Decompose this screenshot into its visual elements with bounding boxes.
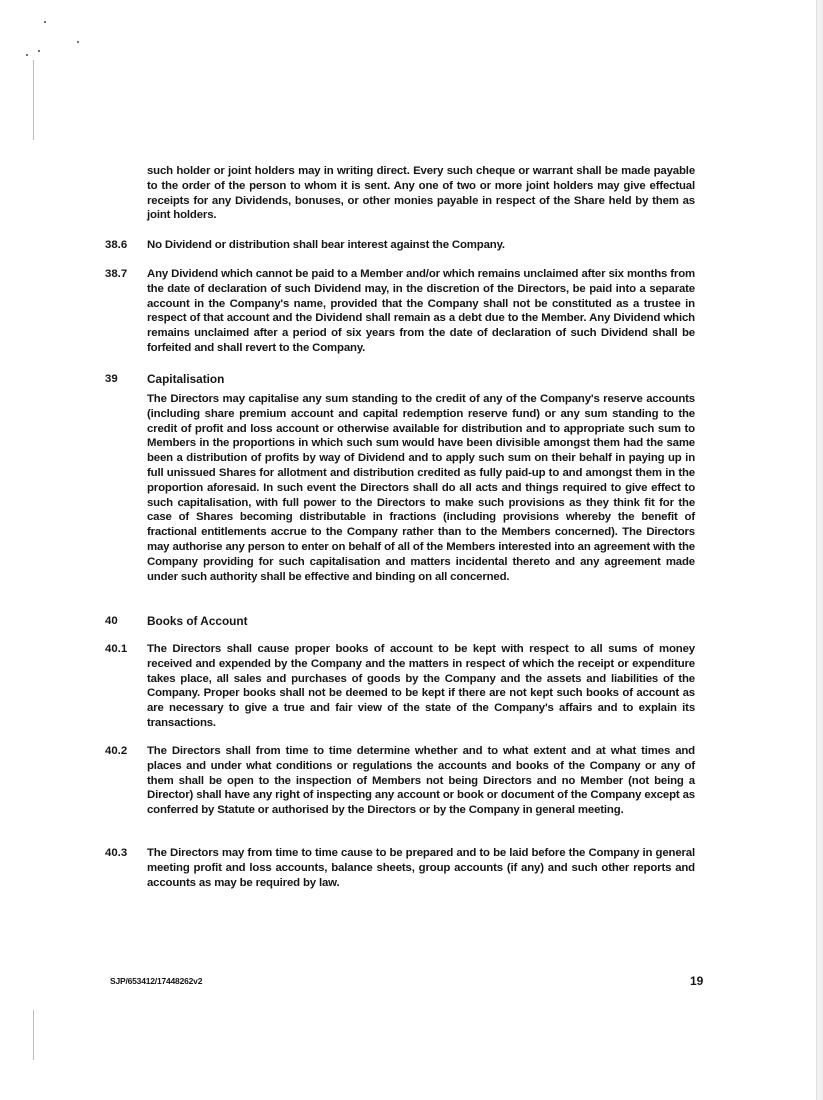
intro-paragraph-text: such holder or joint holders may in writing direct. Every such cheque or warrant shall be made payable to the order of the person to whom it is sent. Any one of two or more joint holders may give effectual receipts for any Dividends, bonuses, or other monies payable in respect of the Share held by them as joint holders.: [147, 165, 695, 222]
clause-40-3: [147, 846, 695, 890]
clause-40-2-text: The Directors shall from time to time determine whether and to what extent and at what times and places and under what conditions or regulations the accounts and books of the Company or any of them shall be open to the inspection of Members not being Directors and no Member (not being a Director) shall have any right of inspecting any account or book or document of the Company except as conferred by Statute or authorised by the Directors or by the Company in general meeting.: [147, 745, 695, 817]
section-heading-books-of-account: Books of Account: [147, 614, 248, 628]
scan-margin-line: [33, 60, 34, 140]
clause-40-1: [147, 642, 695, 731]
clause-number-40-3: 40.3: [105, 847, 128, 859]
section-number-39: 39: [105, 373, 118, 385]
clause-number-38-7: 38.7: [105, 268, 128, 280]
clause-number-40-2: 40.2: [105, 745, 128, 757]
clause-40-1-text: The Directors shall cause proper books of account to be kept with respect to all sums of money received and expended by the Company and the matters in respect of which the receipt or expenditure takes place, all sales and purchases of goods by the Company and the assets and liabilities of the Company. Proper books shall not be deemed to be kept if there are not kept such books of account as are necessary to give a true and fair view of the state of the Company's affairs and to explain its transactions.: [147, 643, 695, 729]
clause-40-3-text: The Directors may from time to time cause to be prepared and to be laid before the Company in general meeting profit and loss accounts, balance sheets, group accounts (if any) and such other reports and accounts as may be required by law.: [147, 847, 695, 889]
scan-speck: [44, 21, 46, 23]
intro-paragraph: [147, 164, 695, 223]
clause-number-38-6: 38.6: [105, 239, 128, 251]
scan-speck: [26, 54, 28, 56]
clause-number-40-1: 40.1: [105, 643, 128, 655]
section-heading-capitalisation: Capitalisation: [147, 372, 225, 386]
clause-38-6: [147, 238, 695, 253]
clause-38-7-text: Any Dividend which cannot be paid to a Member and/or which remains unclaimed after six months from the date of declaration of such Dividend may, in the discretion of the Directors, be paid into a separate account in the Company's name, provided that the Company shall not be constituted as a trustee in respect of that account and the Dividend shall remain as a debt due to the Member. Any Dividend which remains unclaimed after a period of six years from the date of declaration of such Dividend shall be forfeited and shall revert to the Company.: [147, 268, 695, 354]
section-39-text: The Directors may capitalise any sum standing to the credit of any of the Company's reserve accounts (including share premium account and capital redemption reserve fund) or any sum standing to the credit of profit and loss account or otherwise available for distribution and to appropriate such sum to Members in the proportions in which such sum would have been divisible amongst them had the same been a distribution of profits by way of Dividend and to apply such sum on their behalf in paying up in full unissued Shares for allotment and distribution credited as fully paid-up to and amongst them in the proportion aforesaid. In such event the Directors shall do all acts and things required to give effect to such capitalisation, with full power to the Directors to make such provisions as they think fit for the case of Shares becoming distributable in fractions (including provisions whereby the benefit of fractional entitlements accrue to the Company rather than to the Members concerned). The Directors may authorise any person to enter on behalf of all of the Members interested into an agreement with the Company providing for such capitalisation and matters incidental thereto and any agreement made under such authority shall be effective and binding on all concerned.: [147, 393, 695, 583]
section-39-body: [147, 392, 695, 584]
scan-margin-line: [33, 1010, 34, 1060]
section-number-40: 40: [105, 615, 118, 627]
clause-38-7: [147, 267, 695, 356]
document-reference: SJP/653412/17448262v2: [110, 976, 203, 986]
clause-40-2: [147, 744, 695, 818]
scan-speck: [77, 41, 79, 43]
page-number: 19: [690, 974, 704, 988]
scan-speck: [38, 50, 40, 52]
scan-edge: [816, 0, 823, 1100]
clause-38-6-text: No Dividend or distribution shall bear interest against the Company.: [147, 239, 505, 251]
